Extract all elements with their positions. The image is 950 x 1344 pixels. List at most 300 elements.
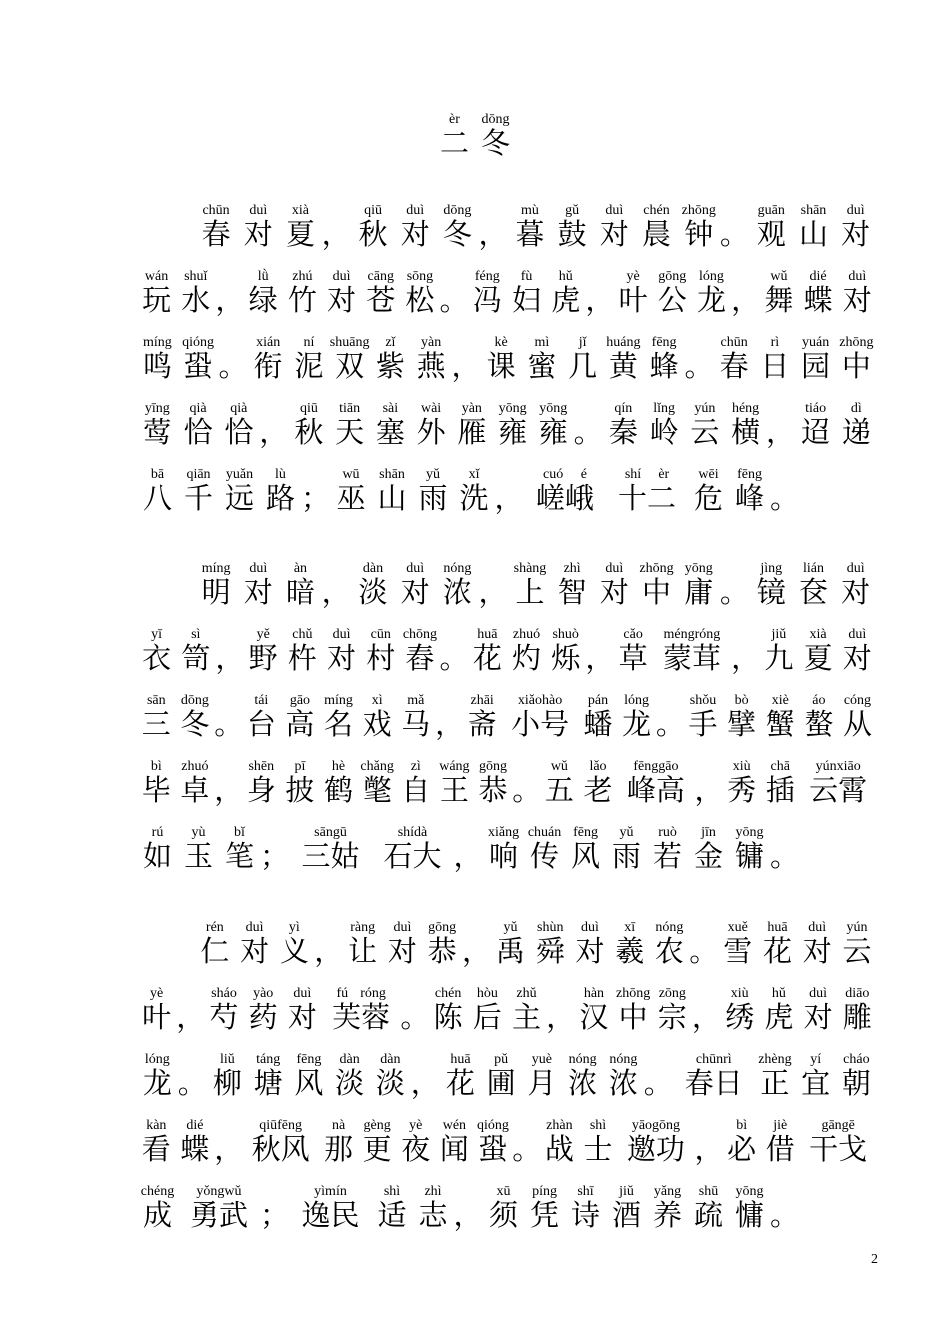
character-unit [725,401,766,447]
character-unit [176,693,215,739]
hanzi-with-pinyin: 衣yī [142,627,172,675]
character-unit [435,1118,474,1164]
punctuation-unit [215,641,245,675]
hanzi-with-pinyin: 云yún [842,920,872,968]
pinyin-annotation: zhōng [839,335,874,350]
hanzi-with-pinyin: 冯féng [472,269,502,317]
pinyin-annotation: méngróng [662,627,721,642]
punctuation-unit [478,575,509,609]
hanzi-with-pinyin: 对duì [841,203,871,251]
character-unit [137,759,176,805]
punctuation-unit [218,349,248,383]
title-character: 二èr [439,112,469,160]
hanzi-with-pinyin: 春chūn [201,203,231,251]
hanzi-with-pinyin: 螯áo [804,693,834,741]
hanzi-with-pinyin: 养yǎng [653,1184,683,1232]
hanzi-with-pinyin: 秋qiū [294,401,324,449]
pinyin-annotation: qiān [183,467,213,482]
page-title [0,112,950,158]
pinyin-annotation: cāng [366,269,396,284]
pinyin-annotation: sān [141,693,171,708]
pinyin-annotation: wén [439,1118,469,1133]
character-unit [603,335,644,381]
hanzi-with-pinyin: 雁yàn [457,401,487,449]
hanzi-with-pinyin: 云yún [690,401,720,449]
punctuation-unit [655,707,685,741]
character-unit [606,1184,647,1230]
character-unit [244,627,283,673]
pinyin-annotation: shǒu [688,693,718,708]
pinyin-annotation: xǐ [459,467,489,482]
pinyin-annotation: xì [362,693,392,708]
punctuation-unit [462,934,492,968]
pinyin-annotation: duì [287,986,317,1001]
hanzi-with-pinyin: 逸民yìmín [301,1184,360,1232]
pinyin-annotation: yào [248,986,278,1001]
character-unit [797,920,837,966]
hanzi-with-pinyin: 春chūn [719,335,749,383]
hanzi-with-pinyin: 对duì [842,627,872,675]
character-unit [481,335,522,381]
character-unit [331,467,372,513]
character-unit [195,203,237,249]
character-unit [800,759,877,805]
pinyin-annotation: duì [802,920,832,935]
punctuation-unit [321,217,352,251]
punctuation-mark: 。 [439,283,469,317]
hanzi-with-pinyin: 玩wán [142,269,172,317]
pinyin-annotation: duì [575,920,605,935]
hanzi-with-pinyin: 远yuǎn [224,467,254,515]
hanzi-with-pinyin: 高gāo [285,693,315,741]
pinyin-annotation: yǔ [612,825,642,840]
hanzi-with-pinyin: 蝶dié [803,269,833,317]
pinyin-annotation: fēng [735,467,765,482]
character-unit [673,1052,754,1098]
hanzi-with-pinyin: 智zhì [557,561,587,609]
punctuation-mark: 。 [400,1000,430,1034]
hanzi-with-pinyin: 汉hàn [579,986,609,1034]
hanzi-with-pinyin: 羲xī [615,920,645,968]
pinyin-annotation: yè [142,986,172,1001]
pinyin-annotation: féng [472,269,502,284]
character-unit [281,759,320,805]
pinyin-annotation: cūn [366,627,396,642]
character-unit [279,203,321,249]
character-unit [394,561,436,607]
hanzi-with-pinyin: 烁shuò [551,627,581,675]
hanzi-with-pinyin: 叶yè [142,986,172,1034]
hanzi-with-pinyin: 夜yè [401,1118,431,1166]
character-unit [644,335,685,381]
hanzi-with-pinyin: 云霄yúnxiāo [809,759,868,807]
character-unit [137,627,176,673]
pinyin-annotation: zhōng [639,561,674,576]
character-unit [606,825,647,871]
hanzi-with-pinyin: 主zhǔ [512,986,542,1034]
text-line [137,1052,877,1098]
punctuation-mark: 。 [512,1132,542,1166]
punctuation-mark: ， [314,934,344,968]
pinyin-annotation: xiǎohào [511,693,570,708]
hanzi-with-pinyin: 龙lóng [622,693,652,741]
hanzi-with-pinyin: 邀功yāogōng [626,1118,685,1166]
pinyin-annotation: tiáo [801,401,831,416]
character-unit [565,1184,606,1230]
character-unit [501,693,578,739]
punctuation-unit [585,283,615,317]
character-unit [178,335,219,381]
pinyin-annotation: wǔ [544,759,574,774]
hanzi-with-pinyin: 水shuǐ [181,269,211,317]
pinyin-annotation: bǐ [224,825,254,840]
character-unit [837,920,877,966]
pinyin-annotation: zhèng [758,1052,792,1067]
hanzi-with-pinyin: 暗àn [285,561,315,609]
hanzi-with-pinyin: 雪xuě [723,920,753,968]
punctuation-mark: ， [765,415,795,449]
punctuation-mark: ， [215,283,245,317]
punctuation-unit [731,641,761,675]
pinyin-annotation: dì [841,401,871,416]
hanzi-with-pinyin: 勇武yǒngwǔ [189,1184,248,1232]
character-unit [178,825,219,871]
hanzi-with-pinyin: 若ruò [653,825,683,873]
character-unit [603,401,644,447]
hanzi-with-pinyin: 蜂fēng [649,335,679,383]
character-unit [137,269,176,315]
hanzi-with-pinyin: 舞wǔ [764,269,794,317]
page-number: 2 [871,1252,878,1267]
pinyin-annotation: bì [141,759,171,774]
pinyin-annotation: yǔ [418,467,448,482]
punctuation-mark: ， [478,575,508,609]
pinyin-annotation: duì [599,561,629,576]
character-unit [507,986,546,1032]
character-unit [491,920,531,966]
character-unit [635,203,677,249]
pinyin-annotation: xū [489,1184,519,1199]
text-line [137,825,877,871]
character-unit [509,203,551,249]
character-unit [718,920,758,966]
hanzi-with-pinyin: 笔bǐ [224,825,254,873]
punctuation-unit [770,839,800,873]
hanzi-with-pinyin: 雕diāo [842,986,872,1034]
text-line [137,561,935,607]
punctuation-mark: 。 [512,773,542,807]
pinyin-annotation: èr [439,112,469,127]
pinyin-annotation: yè [618,269,648,284]
text-line [137,269,877,315]
hanzi-with-pinyin: 淡dàn [335,1052,365,1100]
pinyin-annotation: héng [731,401,761,416]
punctuation-mark: ， [176,1000,206,1034]
hanzi-with-pinyin: 山shān [377,467,407,515]
pinyin-annotation: áo [804,693,834,708]
hanzi-with-pinyin: 义yì [279,920,309,968]
hanzi-with-pinyin: 双shuāng [329,335,370,383]
hanzi-with-pinyin: 对duì [327,627,357,675]
hanzi-with-pinyin: 八bā [142,467,172,515]
character-unit [483,1184,524,1230]
pinyin-annotation: yè [401,1118,431,1133]
text-line [137,1118,877,1164]
pinyin-annotation: wēi [694,467,724,482]
character-unit [635,561,677,607]
character-unit [322,986,400,1032]
character-unit [372,1184,413,1230]
hanzi-with-pinyin: 药yào [248,986,278,1034]
pinyin-annotation: dàn [335,1052,365,1067]
character-unit [352,561,394,607]
punctuation-unit [585,641,615,675]
character-unit [400,627,439,673]
character-unit [653,986,692,1032]
character-unit [440,1052,481,1098]
punctuation-mark: ， [478,217,508,251]
character-unit [283,986,322,1032]
character-unit [533,401,574,447]
hanzi-with-pinyin: 传chuán [527,825,562,873]
hanzi-with-pinyin: 诗shī [571,1184,601,1232]
hanzi-with-pinyin: 三sān [141,693,171,741]
hanzi-with-pinyin: 擘bò [727,693,757,741]
punctuation-unit [573,415,603,449]
pinyin-annotation: sháo [209,986,239,1001]
character-unit [289,401,330,447]
pinyin-annotation: jīn [694,825,724,840]
pinyin-annotation: xiù [727,759,757,774]
pinyin-annotation: zì [401,759,431,774]
pinyin-annotation: yīng [142,401,172,416]
pinyin-annotation: duì [842,627,872,642]
character-unit [244,269,283,315]
character-unit [435,759,474,805]
pinyin-annotation: yǒngwǔ [189,1184,248,1199]
character-unit [755,1052,796,1098]
character-unit [329,335,370,381]
pinyin-annotation: zhàn [544,1118,574,1133]
hanzi-with-pinyin: 王wáng [439,759,470,807]
pinyin-annotation: nóng [568,1052,598,1067]
character-unit [411,401,452,447]
pinyin-annotation: duì [327,269,357,284]
pinyin-annotation: dōng [180,693,210,708]
character-unit [606,467,688,513]
pinyin-annotation: sōng [405,269,435,284]
hanzi-with-pinyin: 松sōng [405,269,435,317]
character-unit [593,561,635,607]
punctuation-unit [512,773,542,807]
punctuation-unit [260,839,290,873]
punctuation-mark: ， [321,217,351,251]
character-unit [372,467,413,513]
pinyin-annotation: xià [803,627,833,642]
text-line [137,759,877,805]
pinyin-annotation: chā [765,759,795,774]
pinyin-annotation: cháo [841,1052,871,1067]
character-unit [319,759,358,805]
character-unit [759,627,798,673]
character-unit [322,269,361,315]
hanzi-with-pinyin: 灼zhuó [512,627,542,675]
pinyin-annotation: gōng [478,759,508,774]
pinyin-annotation: fēng [649,335,679,350]
hanzi-with-pinyin: 天tiān [335,401,365,449]
punctuation-mark: 。 [218,349,248,383]
pinyin-annotation: pán [583,693,613,708]
pinyin-annotation: shì [583,1118,613,1133]
character-unit [761,1118,800,1164]
pinyin-annotation: qióng [477,1118,509,1133]
character-unit [329,1052,370,1098]
punctuation-unit [176,1000,206,1034]
pinyin-annotation: wū [336,467,366,482]
character-unit [795,401,836,447]
character-unit [546,627,585,673]
character-unit [792,561,834,607]
punctuation-unit [694,773,724,807]
character-unit [290,1184,372,1230]
character-unit [507,269,546,315]
punctuation-unit [770,481,800,515]
pinyin-annotation: pǔ [486,1052,516,1067]
character-unit [176,627,215,673]
character-unit [546,269,585,315]
pinyin-annotation: chéng [140,1184,175,1199]
character-unit [678,203,720,249]
punctuation-mark: ， [453,839,483,873]
hanzi-with-pinyin: 宗zōng [657,986,687,1034]
pinyin-annotation: yàn [416,335,446,350]
hanzi-with-pinyin: 日rì [760,335,790,383]
hanzi-with-pinyin: 名míng [324,693,354,741]
character-unit [800,1118,877,1164]
pinyin-annotation: hǔ [551,269,581,284]
character-unit [218,401,259,447]
hanzi-with-pinyin: 洗xǐ [459,467,489,515]
character-unit [176,269,215,315]
pinyin-annotation: rú [142,825,172,840]
hanzi-with-pinyin: 苍cāng [366,269,396,317]
character-unit [322,627,361,673]
pinyin-annotation: shàng [513,561,547,576]
pinyin-annotation: qià [224,401,254,416]
pinyin-annotation: shī [571,1184,601,1199]
pinyin-annotation: hòu [472,986,502,1001]
pinyin-annotation: xiè [765,693,795,708]
character-unit [838,693,877,739]
pinyin-annotation: duì [400,561,430,576]
hanzi-with-pinyin: 秋风qiūfēng [251,1118,310,1166]
pinyin-annotation: shì [377,1184,407,1199]
character-unit [562,335,603,381]
character-unit [370,1052,411,1098]
pinyin-annotation: àn [285,561,315,576]
character-unit [468,627,507,673]
text-line [137,401,877,447]
punctuation-unit [719,217,750,251]
pinyin-annotation: dàn [375,1052,405,1067]
character-unit [759,269,798,315]
hanzi-with-pinyin: 恭gōng [427,920,457,968]
character-unit [838,269,877,315]
character-unit [481,1052,522,1098]
hanzi-with-pinyin: 对duì [599,561,629,609]
hanzi-with-pinyin: 台tái [246,693,276,741]
pinyin-annotation: mù [515,203,545,218]
hanzi-with-pinyin: 玉yù [183,825,213,873]
hanzi-with-pinyin: 山shān [798,203,828,251]
hanzi-with-pinyin: 月yuè [527,1052,557,1100]
text-line [137,1184,877,1230]
character-unit [540,759,579,805]
hanzi-with-pinyin: 花huā [763,920,793,968]
hanzi-with-pinyin: 暮mù [515,203,545,251]
pinyin-annotation: dié [180,1118,210,1133]
character-unit [343,920,383,966]
pinyin-annotation: hàn [579,986,609,1001]
punctuation-unit [435,707,465,741]
character-unit [137,1184,178,1230]
hanzi-with-pinyin: 必bì [727,1118,757,1166]
character-unit [137,986,176,1032]
hanzi-with-pinyin: 酒jiǔ [612,1184,642,1232]
character-unit [394,203,436,249]
pinyin-annotation: ní [294,335,324,350]
hanzi-with-pinyin: 峰fēng [735,467,765,515]
hanzi-with-pinyin: 农nóng [654,920,684,968]
pinyin-annotation: píng [530,1184,560,1199]
character-unit [799,986,838,1032]
pinyin-annotation: shídà [383,825,442,840]
hanzi-with-pinyin: 花huā [472,627,502,675]
punctuation-unit [731,283,761,317]
pinyin-annotation: duì [400,203,430,218]
hanzi-with-pinyin: 氅chǎng [360,759,394,807]
pinyin-annotation: shí èr [618,467,677,482]
punctuation-unit [215,283,245,317]
pinyin-annotation: liǔ [212,1052,242,1067]
hanzi-with-pinyin: 九jiǔ [764,627,794,675]
punctuation-mark: 。 [214,707,244,741]
punctuation-unit [400,1000,430,1034]
text-line [137,693,877,739]
hanzi-with-pinyin: 课kè [486,335,516,383]
character-unit [799,627,838,673]
pinyin-annotation: xià [285,203,315,218]
pinyin-annotation: qiūfēng [251,1118,310,1133]
hanzi-with-pinyin: 对duì [243,561,273,609]
punctuation-mark: ， [694,773,724,807]
character-unit [319,1118,358,1164]
character-unit [468,269,507,315]
character-unit [722,759,761,805]
hanzi-with-pinyin: 镛yōng [735,825,765,873]
punctuation-mark: 。 [439,641,469,675]
hanzi-with-pinyin: 对duì [243,203,273,251]
character-unit [219,825,260,871]
character-unit [678,561,720,607]
pinyin-annotation: lián [798,561,828,576]
pinyin-annotation: yī [142,627,172,642]
hanzi-with-pinyin: 黄huáng [606,335,641,383]
punctuation-unit [453,839,484,873]
pinyin-annotation: duì [243,203,273,218]
pinyin-annotation: chén [642,203,672,218]
character-unit [195,920,235,966]
